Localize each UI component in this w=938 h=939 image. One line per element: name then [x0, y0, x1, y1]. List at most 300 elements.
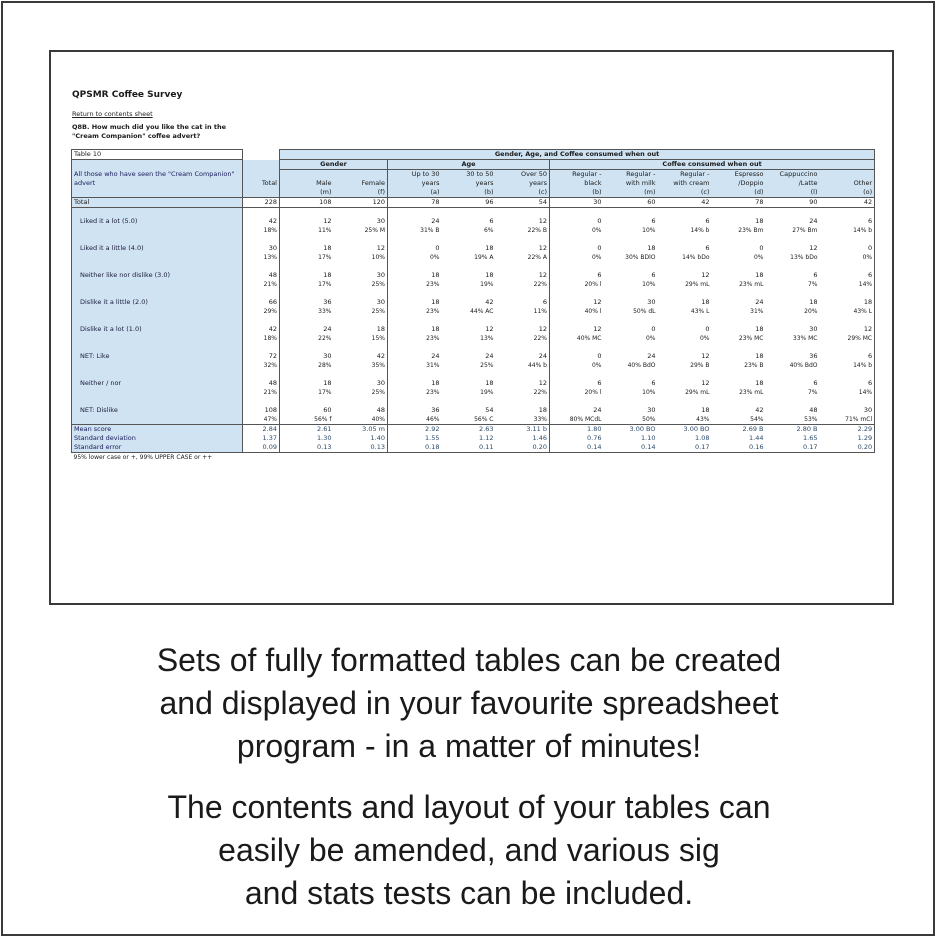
table-row-spacer [72, 208, 875, 218]
count-value: 12 [701, 271, 710, 279]
row-label: Neither / nor [72, 379, 243, 388]
stats-value: 2.92 [388, 425, 442, 435]
total-value: 228 [243, 198, 280, 208]
table-cell [388, 343, 442, 352]
table-cell [388, 208, 442, 218]
column-header: (a) [388, 188, 442, 198]
table-header-row [72, 150, 875, 160]
count-value: 60 [280, 406, 334, 415]
percent-value: 20% l [550, 280, 604, 289]
table-cell [334, 262, 388, 271]
stats-value: 0.13 [280, 443, 334, 453]
caption-line: and stats tests can be included. [244, 875, 694, 911]
stats-value: 2.63 [442, 425, 496, 435]
column-header: (m) [280, 188, 334, 198]
count-value: 18 [701, 298, 710, 306]
table-cell [442, 397, 496, 406]
stats-label: Mean score [72, 425, 243, 435]
table-cell [496, 397, 550, 406]
table-cell [442, 208, 496, 218]
percent-value: 40% BdO [789, 362, 818, 369]
stats-value: 1.44 [749, 434, 764, 442]
count-value: 30 [376, 271, 385, 279]
stats-row [72, 443, 875, 453]
count-value: 24 [550, 406, 604, 415]
table-cell [72, 253, 243, 262]
table-cell [604, 208, 658, 218]
total-value: 42 [658, 198, 712, 208]
count-value: 66 [243, 298, 280, 307]
column-header: with cream [658, 179, 712, 188]
percent-value: 31% B [388, 226, 442, 235]
row-label: Dislike it a little (2.0) [72, 298, 243, 307]
percent-value: 0% [550, 253, 604, 262]
percent-value: 40% MC [550, 334, 604, 343]
count-value: 30 [376, 217, 385, 225]
count-value: 30 [280, 352, 334, 361]
total-value: 108 [280, 198, 334, 208]
percent-value: 23% Bm [738, 227, 764, 234]
table-row [72, 298, 875, 307]
stats-value: 1.80 [550, 425, 604, 435]
percent-value: 20% l [550, 388, 604, 397]
stats-value: 3.11 b [496, 425, 550, 435]
table-cell [72, 262, 243, 271]
count-value: 6 [820, 271, 875, 280]
count-value: 18 [809, 298, 818, 306]
table-cell [766, 262, 820, 271]
count-value: 30 [647, 406, 656, 414]
count-value: 18 [280, 244, 334, 253]
percent-value: 40% l [550, 307, 604, 316]
count-value: 18 [755, 352, 764, 360]
table-cell [712, 370, 766, 379]
stats-row [72, 425, 875, 435]
percent-value: 23% [388, 307, 442, 316]
table-cell [658, 235, 712, 244]
question-text: Q8B. How much did you like the cat in the "Cream Companion" coffee advert? [72, 123, 226, 140]
percent-value: 33% [280, 307, 334, 316]
table-cell [604, 397, 658, 406]
count-value: 18 [701, 406, 710, 414]
percent-value: 43% L [820, 307, 875, 316]
row-label: NET: Dislike [72, 406, 243, 415]
stats-value: 2.80 B [766, 425, 820, 435]
percent-value: 0% [550, 361, 604, 370]
column-header: 30 to 50 [442, 170, 496, 180]
percent-value: 35% [371, 362, 385, 369]
percent-value: 71% mCl [820, 415, 875, 425]
percent-value: 21% [243, 388, 280, 397]
total-value: 60 [604, 198, 658, 208]
table-cell [442, 235, 496, 244]
percent-value: 23% [388, 388, 442, 397]
percent-value: 50% [642, 416, 656, 423]
count-value: 6 [813, 271, 818, 279]
percent-value: 40% [371, 416, 385, 423]
count-value: 6 [542, 298, 547, 306]
count-value: 18 [280, 379, 334, 388]
count-value: 36 [280, 298, 334, 307]
table-cell [604, 316, 658, 325]
table-cell [712, 397, 766, 406]
percent-value: 44% b [527, 362, 547, 369]
table-row-spacer [72, 316, 875, 325]
stats-value: 1.12 [479, 434, 494, 442]
count-value: 24 [809, 217, 818, 225]
column-header: Regular - [604, 170, 658, 180]
return-to-contents-link[interactable]: Return to contents sheet [72, 110, 153, 118]
group-gender: Gender [280, 160, 388, 170]
table-cell [604, 262, 658, 271]
count-value: 12 [538, 217, 547, 225]
count-value: 18 [485, 379, 494, 387]
table-cell [334, 370, 388, 379]
percent-value: 28% [280, 361, 334, 370]
stats-value: 2.29 [820, 425, 875, 435]
table-cell [388, 397, 442, 406]
total-value: 90 [766, 198, 820, 208]
percent-value: 11% [280, 226, 334, 235]
column-header: Regular - [550, 170, 604, 180]
percent-value: 43% [696, 416, 710, 423]
column-header: (o) [820, 188, 875, 198]
stats-value: 0.14 [550, 443, 604, 453]
table-cell [712, 289, 766, 298]
caption-line: easily be amended, and various sig [218, 832, 720, 868]
stats-value: 0.16 [712, 443, 766, 453]
percent-value: 27% Bm [792, 227, 818, 234]
table-cell [334, 208, 388, 218]
table-row [72, 217, 875, 226]
stats-row [72, 434, 875, 443]
table-cell [442, 289, 496, 298]
stats-value: 3.05 m [334, 425, 388, 435]
table-cell [820, 289, 875, 298]
table-cell [280, 397, 334, 406]
survey-title: QPSMR Coffee Survey [72, 90, 183, 100]
count-value: 18 [388, 271, 442, 280]
percent-value: 29% mL [685, 389, 710, 396]
count-value: 12 [701, 352, 710, 360]
table-cell [496, 289, 550, 298]
table-cell [72, 397, 243, 406]
table-cell [820, 316, 875, 325]
percent-value: 14% bDo [682, 254, 710, 261]
table-row [72, 226, 875, 235]
percent-value: 29% mL [685, 281, 710, 288]
count-value: 48 [243, 379, 280, 388]
table-header-row [72, 160, 875, 170]
percent-value: 18% [243, 226, 280, 235]
row-label: Liked it a lot (5.0) [72, 217, 243, 226]
percent-value: 18% [243, 334, 280, 343]
stats-value: 2.84 [243, 425, 280, 435]
table-cell [72, 334, 243, 343]
percent-value: 23% mL [739, 281, 764, 288]
significance-note: 95% lower case or +, 99% UPPER CASE or ++ [73, 454, 213, 461]
percent-value: 23% MC [738, 335, 764, 342]
table-cell [550, 397, 604, 406]
count-value: 36 [809, 352, 818, 360]
table-cell [712, 343, 766, 352]
column-header: Male [280, 179, 334, 188]
count-value: 6 [651, 379, 656, 387]
table-cell [280, 370, 334, 379]
column-header: Other [820, 179, 875, 188]
table-cell [72, 280, 243, 289]
table-cell [280, 289, 334, 298]
table-cell [766, 343, 820, 352]
percent-value: 14% [820, 280, 875, 289]
table-cell [658, 397, 712, 406]
table-cell [442, 370, 496, 379]
column-header: (c) [658, 188, 712, 198]
table-cell [820, 208, 875, 218]
percent-value: 0% [550, 226, 604, 235]
count-value: 6 [651, 271, 656, 279]
table-cell [712, 262, 766, 271]
stats-value: 0.18 [388, 443, 442, 453]
table-row-spacer [72, 370, 875, 379]
total-value: 78 [388, 198, 442, 208]
percent-value: 17% [280, 253, 334, 262]
table-cell [550, 316, 604, 325]
count-value: 18 [388, 325, 442, 334]
count-value: 30 [376, 298, 385, 306]
table-cell [550, 208, 604, 218]
percent-value: 22% A [527, 254, 547, 261]
column-header: (c) [496, 188, 550, 198]
count-value: 18 [755, 325, 764, 333]
stats-value: 0.20 [496, 443, 550, 453]
percent-value: 22% [533, 335, 547, 342]
table-cell [334, 397, 388, 406]
table-cell [72, 361, 243, 370]
percent-value: 50% dL [633, 308, 656, 315]
count-value: 12 [550, 298, 604, 307]
table-cell [550, 370, 604, 379]
table-cell [496, 208, 550, 218]
percent-value: 44% AC [470, 308, 494, 315]
table-cell [243, 343, 280, 352]
percent-value: 15% [371, 335, 385, 342]
table-cell [243, 235, 280, 244]
percent-value: 46% [388, 415, 442, 425]
column-header: Cappuccino [766, 170, 820, 180]
percent-value: 53% [804, 416, 818, 423]
column-header: /Doppio [712, 179, 766, 188]
percent-value: 31% [750, 308, 764, 315]
table-cell [604, 343, 658, 352]
count-value: 6 [820, 379, 875, 388]
stats-value: 0.76 [550, 434, 604, 443]
count-value: 12 [820, 325, 875, 334]
percent-value: 11% [533, 308, 547, 315]
percent-value: 43% L [690, 308, 710, 315]
caption-line: Sets of fully formatted tables can be created [156, 642, 782, 678]
table-cell [243, 150, 280, 160]
table-cell [72, 343, 243, 352]
percent-value: 25% [371, 281, 385, 288]
banner-title: Gender, Age, and Coffee consumed when out [280, 150, 875, 160]
table-cell [550, 235, 604, 244]
percent-value: 19% A [474, 254, 494, 261]
count-value: 30 [647, 298, 656, 306]
stats-value: 0.20 [820, 443, 875, 453]
table-cell [766, 370, 820, 379]
count-value: 48 [243, 271, 280, 280]
count-value: 18 [755, 271, 764, 279]
count-value: 72 [243, 352, 280, 361]
caption-paragraph-1 [0, 639, 938, 768]
table-label: Table 10 [72, 150, 243, 160]
count-value: 0 [820, 244, 875, 253]
column-header: years [442, 179, 496, 188]
table-cell [496, 262, 550, 271]
percent-value: 10% [642, 227, 656, 234]
table-cell [550, 262, 604, 271]
count-value: 6 [489, 217, 494, 225]
percent-value: 22% B [527, 227, 547, 234]
count-value: 30 [243, 244, 280, 253]
count-value: 0 [705, 325, 710, 333]
table-row [72, 253, 875, 262]
column-header: (b) [442, 188, 496, 198]
table-cell [280, 316, 334, 325]
count-value: 108 [243, 406, 280, 415]
table-cell [243, 316, 280, 325]
percent-value: 0% [699, 335, 710, 342]
count-value: 12 [485, 325, 494, 333]
percent-value: 29% [243, 307, 280, 316]
row-label: Total [72, 198, 243, 208]
count-value: 48 [376, 406, 385, 414]
column-header: years [496, 179, 550, 188]
count-value: 12 [538, 271, 547, 279]
table-row [72, 325, 875, 334]
column-header: with milk [604, 179, 658, 188]
count-value: 18 [820, 298, 875, 307]
stats-value: 1.29 [820, 434, 875, 443]
count-value: 0 [759, 244, 764, 252]
count-value: 0 [550, 352, 604, 361]
stats-value: 0.17 [766, 443, 820, 453]
stats-value: 0.17 [658, 443, 712, 453]
table-cell [766, 397, 820, 406]
percent-value: 19% [480, 281, 494, 288]
caption-line: and displayed in your favourite spreadsheet [159, 685, 779, 721]
row-label: NET: Like [72, 352, 243, 361]
table-row [72, 415, 875, 425]
count-value: 42 [243, 325, 280, 334]
percent-value: 10% [642, 281, 656, 288]
table-cell [442, 343, 496, 352]
count-value: 18 [280, 271, 334, 280]
count-value: 6 [820, 217, 875, 226]
count-value: 18 [755, 379, 764, 387]
count-value: 6 [820, 352, 875, 361]
table-cell [243, 160, 280, 170]
percent-value: 31% [388, 361, 442, 370]
percent-value: 6% [483, 227, 494, 234]
column-header: Over 50 [496, 170, 550, 180]
table-cell [72, 226, 243, 235]
table-cell [658, 370, 712, 379]
percent-value: 23% B [744, 362, 764, 369]
table-cell [496, 370, 550, 379]
percent-value: 29% MC [820, 334, 875, 343]
table-cell [658, 316, 712, 325]
table-cell [243, 397, 280, 406]
table-cell [820, 370, 875, 379]
table-row [72, 352, 875, 361]
table-cell [388, 235, 442, 244]
table-cell [550, 289, 604, 298]
table-cell [496, 343, 550, 352]
table-row-spacer [72, 343, 875, 352]
column-header [243, 170, 280, 180]
stats-value: 1.08 [695, 434, 710, 442]
count-value: 18 [376, 325, 385, 333]
table-cell [72, 370, 243, 379]
table-row [72, 198, 875, 208]
percent-value: 13% bDo [790, 254, 818, 261]
table-cell [550, 343, 604, 352]
table-header-row [72, 170, 875, 180]
table-cell [280, 208, 334, 218]
total-value: 78 [712, 198, 766, 208]
count-value: 0 [550, 217, 604, 226]
table-cell [243, 289, 280, 298]
stats-value: 1.55 [388, 434, 442, 443]
table-cell [334, 343, 388, 352]
count-value: 0 [550, 244, 604, 253]
percent-value: 14% b [690, 227, 710, 234]
count-value: 24 [538, 352, 547, 360]
stats-value: 0.09 [243, 443, 280, 453]
count-value: 12 [538, 325, 547, 333]
percent-value: 13% [480, 335, 494, 342]
count-value: 30 [820, 406, 875, 415]
table-cell [442, 262, 496, 271]
table-row [72, 406, 875, 415]
table-cell [766, 316, 820, 325]
count-value: 42 [755, 406, 764, 414]
table-cell [442, 316, 496, 325]
percent-value: 33% [533, 416, 547, 423]
stats-value: 1.30 [280, 434, 334, 443]
count-value: 6 [705, 244, 710, 252]
table-cell [496, 235, 550, 244]
count-value: 6 [705, 217, 710, 225]
percent-value: 17% [280, 280, 334, 289]
crosstab-table [71, 149, 875, 462]
percent-value: 25% [371, 389, 385, 396]
count-value: 18 [647, 244, 656, 252]
stats-label: Standard deviation [72, 434, 243, 443]
table-cell [72, 289, 243, 298]
total-value: 96 [442, 198, 496, 208]
percent-value: 7% [807, 389, 818, 396]
table-row-spacer [72, 289, 875, 298]
count-value: 0 [388, 244, 442, 253]
stats-value: 1.40 [370, 434, 385, 442]
table-cell [604, 235, 658, 244]
table-row [72, 244, 875, 253]
column-header: black [550, 179, 604, 188]
table-cell [496, 316, 550, 325]
